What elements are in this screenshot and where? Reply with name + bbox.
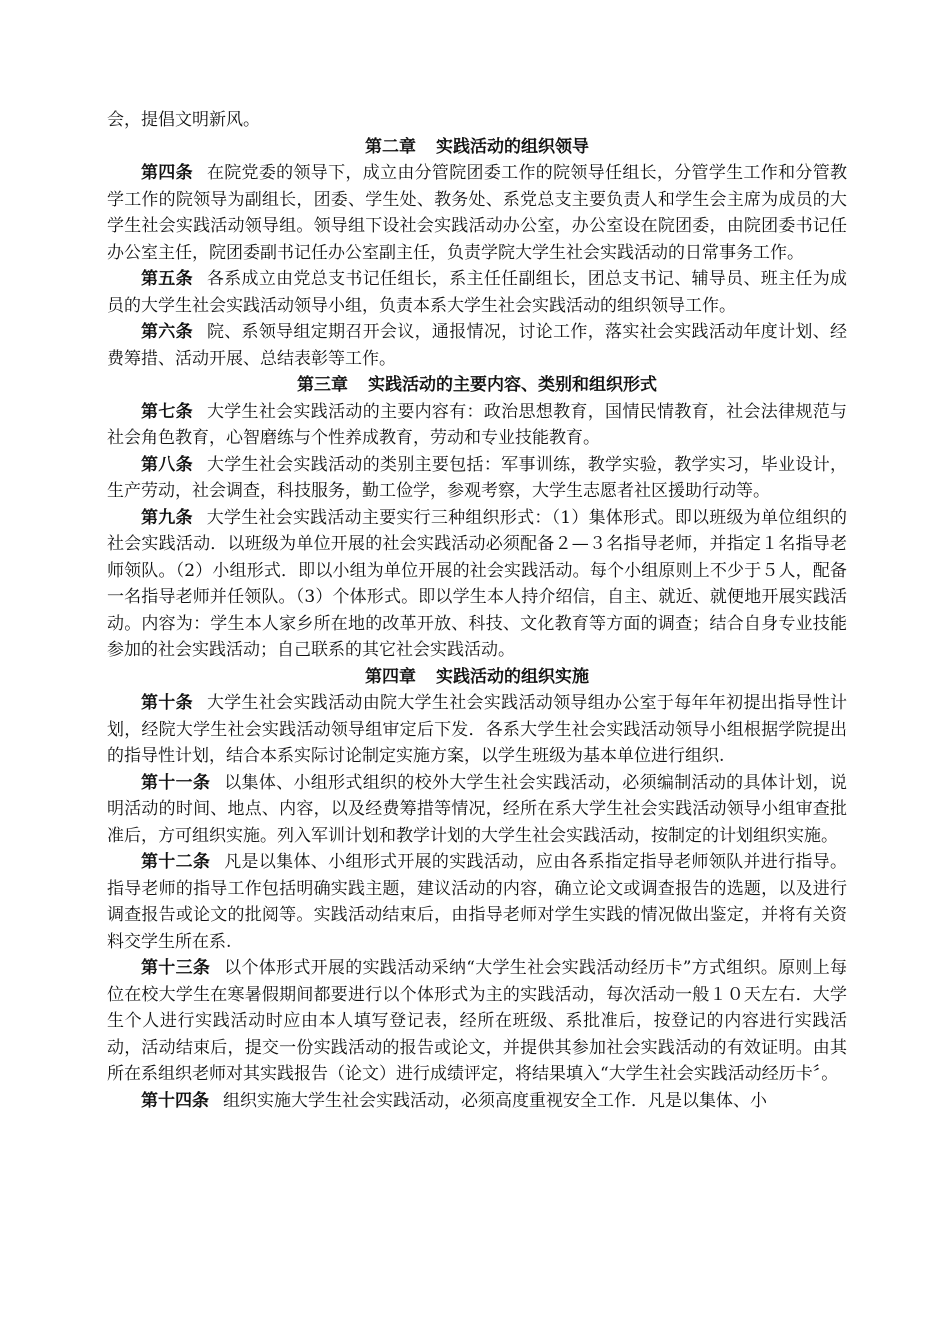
- article-text: 各系成立由党总支书记任组长，系主任任副组长，团总支书记、辅导员、班主任为成员的大学生社会实践活动领导小组，负责本系大学生社会实践活动的组织领导工作。: [107, 269, 848, 316]
- article-paragraph: [107, 399, 847, 452]
- document-page: [107, 107, 847, 1114]
- article-label: 第五条: [141, 269, 193, 289]
- article-text: 大学生社会实践活动主要实行三种组织形式：（1）集体形式。即以班级为单位组织的社会实践活动．以班级为单位开展的社会实践活动必须配备２—３名指导老师，并指定１名指导老师领队。（2）小组形式．即以小组为单位开展的社会实践活动。每个小组原则上不少于５人，配备一名指导老师并任领队。（3）个体形式。即以学生本人持介绍信，自主、就近、就便地开展实践活动。内容为：学生本人家乡所在地的改革开放、科技、文化教育等方面的调查；结合自身专业技能参加的社会实践活动；自己联系的其它社会实践活动。: [107, 507, 847, 660]
- article-label: 第八条: [141, 454, 193, 475]
- chapter-number: 第二章: [365, 136, 416, 157]
- article-paragraph: [107, 452, 847, 505]
- article-paragraph: [107, 690, 847, 770]
- article-label: 第十条: [141, 693, 193, 713]
- article-paragraph: [107, 319, 847, 372]
- article-text: 以个体形式开展的实践活动采纳“大学生社会实践活动经历卡”方式组织。原则上每位在校大学生在寒暑假期间都要进行以个体形式为主的实践活动，每次活动一般１０天左右．大学生个人进行实践活动时应由本人填写登记表，经所在班级、系批准后，按登记的内容进行实践活动，活动结束后，提交一份实践活动的报告或论文，并提供其参加社会实践活动的有效证明。由其所在系组织老师对其实践报告（论文）进行成绩评定，将结果填入“大学生社会实践活动经历卡〞。: [107, 958, 848, 1084]
- chapter-heading: [107, 372, 847, 399]
- chapter-number: 第三章: [297, 375, 348, 395]
- article-paragraph: [107, 770, 847, 850]
- article-text: 以集体、小组形式组织的校外大学生社会实践活动，必须编制活动的具体计划，说明活动的时间、地点、内容，以及经费筹措等情况，经所在系大学生社会实践活动领导小组审查批准后，方可组织实施。列入军训计划和教学计划的大学生社会实践活动，按制定的计划组织实施。: [107, 772, 848, 846]
- article-text: 凡是以集体、小组形式开展的实践活动，应由各系指定指导老师领队并进行指导。指导老师的指导工作包括明确实践主题，建议活动的内容，确立论文或调查报告的选题，以及进行调查报告或论文的批阅等。实践活动结束后，由指导老师对学生实践的情况做出鉴定，并将有关资料交学生所在系.: [107, 852, 848, 952]
- article-text: 在院党委的领导下，成立由分管院团委工作的院领导任组长，分管学生工作和分管教学工作的院领导为副组长，团委、学生处、教务处、系党总支主要负责人和学生会主席为成员的大学生社会实践活动领导组。领导组下设社会实践活动办公室，办公室设在院团委，由院团委书记任办公室主任，院团委副书记任办公室副主任，负责学院大学生社会实践活动的日常事务工作。: [107, 163, 848, 263]
- article-text: 大学生社会实践活动的类别主要包括：军事训练，教学实验，教学实习，毕业设计，生产劳动，社会调查，科技服务，勤工俭学，参观考察，大学生志愿者社区援助行动等。: [107, 454, 848, 501]
- article-paragraph: [107, 1088, 847, 1115]
- article-paragraph: [107, 266, 847, 319]
- article-label: 第十四条: [141, 1090, 209, 1111]
- chapter-title: 实践活动的主要内容、类别和组织形式: [368, 375, 657, 395]
- article-label: 第九条: [141, 507, 193, 528]
- article-text: 大学生社会实践活动由院大学生社会实践活动领导组办公室于每年年初提出指导性计划，经院大学生社会实践活动领导组审定后下发．各系大学生社会实践活动领导小组根据学院提出的指导性计划，结合本系实际讨论制定实施方案，以学生班级为基本单位进行组织.: [107, 693, 848, 766]
- article-label: 第六条: [141, 322, 193, 342]
- article-text: 大学生社会实践活动的主要内容有：政治思想教育，国情民情教育，社会法律规范与社会角色教育，心智磨练与个性养成教育，劳动和专业技能教育。: [107, 401, 848, 448]
- article-label: 第十三条: [141, 958, 211, 978]
- opening-line: 会，提倡文明新风。: [107, 110, 260, 130]
- article-label: 第七条: [141, 401, 193, 422]
- article-label: 第十一条: [141, 772, 211, 793]
- article-paragraph: [107, 955, 847, 1088]
- article-label: 第十二条: [141, 852, 211, 872]
- article-text: 院、系领导组定期召开会议，通报情况，讨论工作，落实社会实践活动年度计划、经费筹措、活动开展、总结表彰等工作。: [107, 322, 848, 369]
- chapter-heading: [107, 664, 847, 691]
- chapter-title: 实践活动的组织实施: [436, 666, 589, 687]
- article-label: 第四条: [141, 163, 193, 183]
- chapter-title: 实践活动的组织领导: [436, 136, 589, 157]
- article-text: 组织实施大学生社会实践活动，必须高度重视安全工作．凡是以集体、小: [223, 1090, 767, 1111]
- chapter-number: 第四章: [365, 666, 416, 687]
- article-paragraph: [107, 849, 847, 955]
- article-paragraph: [107, 160, 847, 266]
- article-paragraph: [107, 505, 847, 664]
- chapter-heading: [107, 134, 847, 161]
